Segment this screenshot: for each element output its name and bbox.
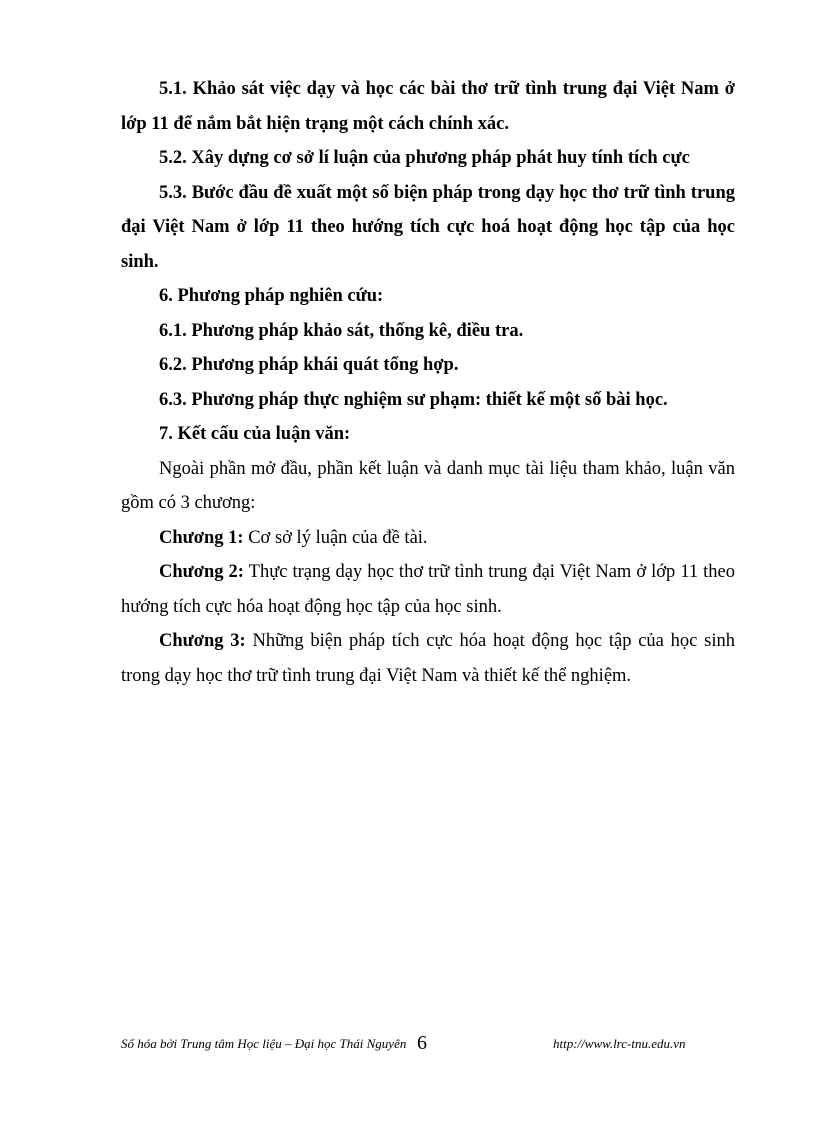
chapter-label: Chương 3: bbox=[159, 631, 246, 651]
chapter-label: Chương 1: bbox=[159, 527, 244, 548]
page-footer bbox=[121, 1032, 735, 1062]
paragraph-6-2 bbox=[121, 348, 735, 383]
paragraph-6-3 bbox=[121, 383, 735, 418]
heading-6-research-methods bbox=[121, 279, 735, 314]
paragraph-5-1 bbox=[121, 72, 735, 141]
paragraph-bold-text: 5.2. Xây dựng cơ sở lí luận của phương pháp phát huy tính tích cực bbox=[159, 148, 690, 168]
paragraph-bold-text: 6. Phương pháp nghiên cứu: bbox=[159, 286, 384, 306]
chapter-description: Cơ sở lý luận của đề tài. bbox=[243, 527, 428, 548]
heading-7-thesis-structure bbox=[121, 417, 735, 452]
paragraph-bold-text: 6.3. Phương pháp thực nghiệm sư phạm: thiết kế một số bài học. bbox=[159, 389, 668, 410]
chapter-description: Thực trạng dạy học thơ trữ tình trung đại Việt Nam ở lớp 11 theo hướng tích cực hóa hoạt động học tập của học sinh. bbox=[121, 562, 735, 617]
paragraph-intro-chapters bbox=[121, 452, 735, 521]
chapter-label: Chương 2: bbox=[159, 562, 244, 582]
paragraph-chapter-1 bbox=[121, 521, 735, 556]
paragraph-5-3 bbox=[121, 176, 735, 280]
paragraph-5-2 bbox=[121, 141, 735, 176]
page-number: 6 bbox=[417, 1032, 427, 1054]
document-body bbox=[121, 72, 735, 693]
paragraph-bold-text: 5.3. Bước đầu đề xuất một số biện pháp trong dạy học thơ trữ tình trung đại Việt Nam ở lớp 11 theo hướng tích cực hoá hoạt động học tập của học sinh. bbox=[121, 182, 735, 272]
paragraph-bold-text: 6.1. Phương pháp khảo sát, thống kê, điều tra. bbox=[159, 320, 524, 341]
paragraph-bold-text: 6.2. Phương pháp khái quát tổng hợp. bbox=[159, 355, 459, 375]
paragraph-chapter-2 bbox=[121, 555, 735, 624]
footer-digitized-by: Số hóa bởi Trung tâm Học liệu – Đại học Thái Nguyên bbox=[121, 1036, 407, 1051]
paragraph-text: Ngoài phần mở đầu, phần kết luận và danh mục tài liệu tham khảo, luận văn gồm có 3 chương: bbox=[121, 458, 735, 513]
paragraph-bold-text: 5.1. Khảo sát việc dạy và học các bài thơ trữ tình trung đại Việt Nam ở lớp 11 để nắm bắt hiện trạng một cách chính xác. bbox=[121, 79, 735, 134]
paragraph-6-1 bbox=[121, 314, 735, 349]
paragraph-bold-text: 7. Kết cấu của luận văn: bbox=[159, 424, 351, 444]
footer-url: http://www.lrc-tnu.edu.vn bbox=[553, 1036, 686, 1051]
chapter-description: Những biện pháp tích cực hóa hoạt động học tập của học sinh trong dạy học thơ trữ tình trung đại Việt Nam và thiết kế thể nghiệm. bbox=[121, 631, 735, 686]
paragraph-chapter-3 bbox=[121, 624, 735, 693]
